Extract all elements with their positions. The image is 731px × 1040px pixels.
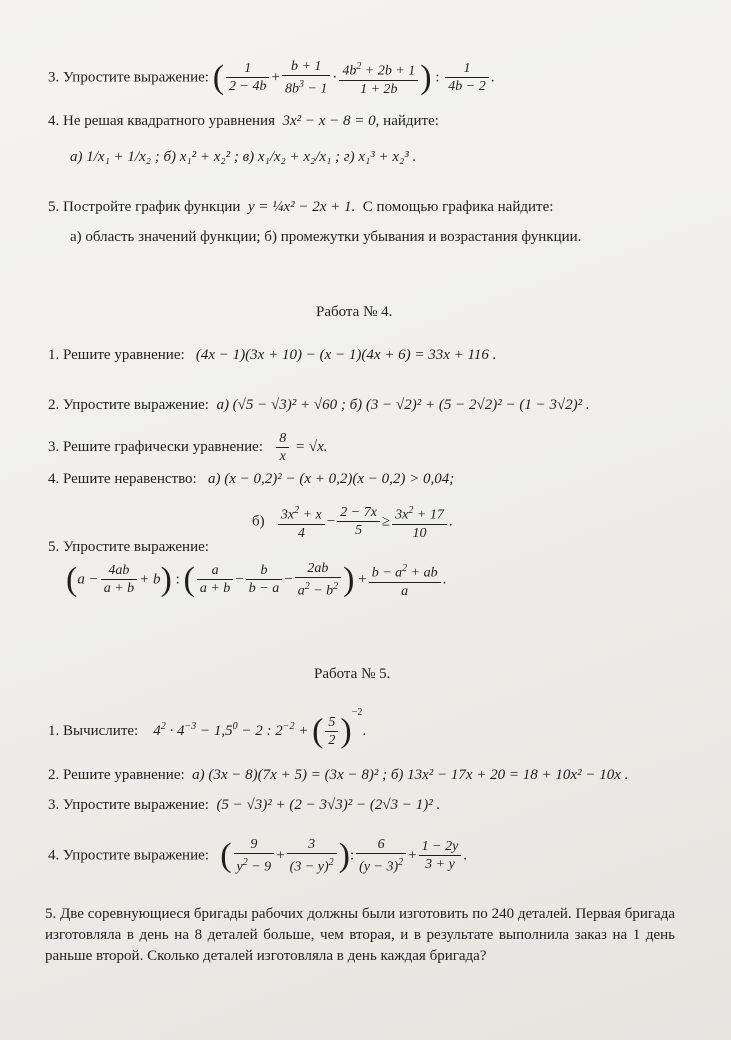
w4-task-4-a: а) (x − 0,2)² − (x + 0,2)(x − 0,2) > 0,04; xyxy=(207,471,455,487)
w5-task-2-expression: а) (3x − 8)(7x + 5) = (3x − 8)² ; б) 13x² − 17x + 20 = 18 + 10x² − 10x . xyxy=(192,767,629,783)
w4-task-5-label: 5. Упростите выражение: xyxy=(48,539,209,555)
task-5-find: С помощью графика найдите: xyxy=(362,199,554,215)
w5-task-1: 1. Вычислите: $4^2 \cdot 4^{-3} - 1,5^0 - 2$ : $2^{-2}$ + ( $\frac{5}{2}$ )$^{-2}$. xyxy=(48,706,367,750)
w4-task-5-expression: (a − $\frac{4ab}{a + b}$ + b) : ( $\frac{a}{a + b}$ − $\frac{b}{b - a}$ − $\frac{2ab}{a^2 - b^2}$ ) + $\frac{b - a^2 + ab}{a}$ . xyxy=(66,560,447,599)
fraction: $\frac{2 - 7x}{5}$ xyxy=(337,504,380,539)
w4-task-3: 3. Решите графически уравнение: $\frac{8}{x}$ = √x. xyxy=(48,431,328,464)
fraction: $\frac{1 - 2y}{3 + y}$ xyxy=(419,838,462,873)
w4-task-5 xyxy=(48,538,209,556)
w4-task-2-label: 2. Упростите выражение: xyxy=(48,397,209,413)
fraction: $\frac{3x^2 + x}{4}$ xyxy=(278,502,325,542)
task-4-options: а) 1/x₁ + 1/x₂ ; б) x₁² + x₂² ; в) x₁/x₂ + x₂/x₁ ; г) x₁³ + x₂³ . xyxy=(70,149,417,165)
fraction: $\frac{b + 1}{8b^3 - 1}$ xyxy=(282,58,330,98)
fraction: $\frac{1}{4b - 2}$ xyxy=(445,60,488,95)
function-formula: y = ¼x² − 2x + 1. xyxy=(247,199,356,215)
w4-task-3-label: 3. Решите графически уравнение: xyxy=(48,438,264,455)
w4-task-1-label: 1. Решите уравнение: xyxy=(48,347,185,363)
w5-task-3-expression: (5 − √3)² + (2 − 3√3)² − (2√3 − 1)² . xyxy=(216,797,441,813)
w5-task-5-problem: 5. Две соревнующиеся бригады рабочих должны были изготовить по 240 деталей. Первая бригада изготовляла в день на 8 деталей больше, чем вторая, и в результате выполнила заказ на 1 день раньше второй. Сколько деталей изготовляла в день каждая бригада? xyxy=(45,906,675,964)
w5-task-3 xyxy=(48,796,440,814)
w5-task-4-label: 4. Упростите выражение: xyxy=(48,847,209,864)
w4-task-1 xyxy=(48,346,496,364)
fraction: $\frac{1}{2 - 4b}$ xyxy=(226,60,269,95)
w4-task-4-label: 4. Решите неравенство: xyxy=(48,471,197,487)
fraction: $\frac{3}{(3 - y)^2}$ xyxy=(287,836,337,876)
task-4-find: , найдите: xyxy=(375,113,439,129)
task-4-items xyxy=(70,148,416,166)
fraction: $\frac{b}{b - a}$ xyxy=(246,562,282,597)
w5-task-3-label: 3. Упростите выражение: xyxy=(48,797,209,813)
w5-task-2-label: 2. Решите уравнение: xyxy=(48,767,185,783)
w4-task-4 xyxy=(48,470,454,488)
task-4-label: 4. Не решая квадратного уравнения xyxy=(48,113,275,129)
fraction: $\frac{9}{y^2 - 9}$ xyxy=(234,836,275,876)
w4-task-1-expression: (4x − 1)(3x + 10) − (x − 1)(4x + 6) = 33x + 116 . xyxy=(195,347,497,363)
task-5-top xyxy=(48,198,553,216)
task-4-top xyxy=(48,112,439,130)
fraction: $\frac{2ab}{a^2 - b^2}$ xyxy=(295,560,341,600)
fraction: $\frac{4b^2 + 2b + 1}{1 + 2b}$ xyxy=(339,58,418,98)
work-4-title: Работа № 4. xyxy=(316,304,393,320)
task-3-top: 3. Упростите выражение: ( $\frac{1}{2 - 4b}$ + $\frac{b + 1}{8b^3 - 1}$ · $\frac{4b^2 + 2b + 1}{1 + 2b}$ ) : $\frac{1}{4b - 2}$ . xyxy=(48,58,495,97)
work-5-title: Работа № 5. xyxy=(314,666,391,682)
w5-task-4: 4. Упростите выражение: ( $\frac{9}{y^2 - 9}$ + $\frac{3}{(3 - y)^2}$ ): $\frac{6}{(y - 3)^2}$ + $\frac{1 - 2y}{3 + y}$ . xyxy=(48,836,468,875)
fraction: $\frac{5}{2}$ xyxy=(325,714,338,749)
task-5-options: а) область значений функции; б) промежутки убывания и возрастания функции. xyxy=(70,229,582,245)
w5-task-2 xyxy=(48,766,628,784)
w5-task-1-label: 1. Вычислите: xyxy=(48,722,139,739)
task-3-label: 3. Упростите выражение: xyxy=(48,69,209,86)
fraction: $\frac{b - a^2 + ab}{a}$ xyxy=(369,560,441,600)
task-5-items xyxy=(70,228,581,246)
quadratic-equation: 3x² − x − 8 = 0 xyxy=(282,113,376,129)
fraction: $\frac{3x^2 + 17}{10}$ xyxy=(392,502,447,542)
fraction: $\frac{6}{(y - 3)^2}$ xyxy=(356,836,406,876)
fraction: $\frac{8}{x}$ xyxy=(276,430,289,465)
task-5-label: 5. Постройте график функции xyxy=(48,199,241,215)
w4-task-4b: б) $\frac{3x^2 + x}{4}$ − $\frac{2 - 7x}{5}$ ≥ $\frac{3x^2 + 17}{10}$ . xyxy=(252,502,453,542)
fraction: $\frac{a}{a + b}$ xyxy=(197,562,233,597)
w4-task-2 xyxy=(48,396,590,414)
w4-task-2-expression: а) (√5 − √3)² + √60 ; б) (3 − √2)² + (5 − 2√2)² − (1 − 3√2)² . xyxy=(216,397,590,413)
fraction: $\frac{4ab}{a + b}$ xyxy=(101,562,137,597)
